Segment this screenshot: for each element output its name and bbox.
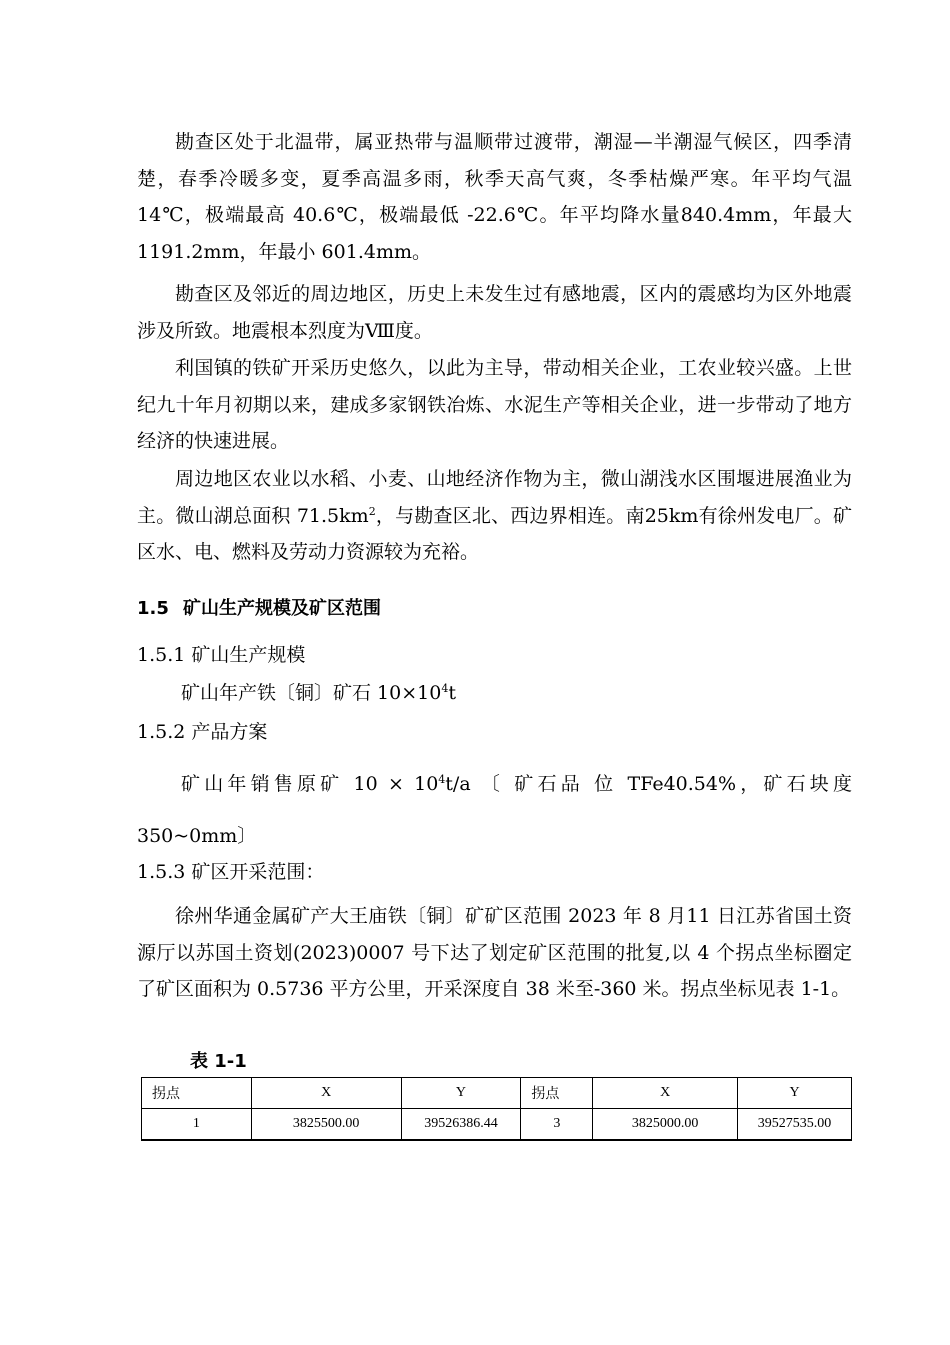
subsection-heading-1-5-2: 1.5.2 产品方案 [137, 721, 268, 743]
table-header-row [142, 1078, 852, 1109]
section-number: 1.5 [137, 598, 169, 619]
product-plan-paragraph [137, 758, 852, 862]
header-cell-point: 拐点 [142, 1078, 252, 1109]
production-scale-exponent: 4 [441, 682, 449, 695]
production-scale-line [181, 678, 456, 705]
product-plan-text-2: t/a 〔 矿石品 位 TFe40.54%，矿石块度350~0mm〕 [137, 773, 852, 847]
product-plan-text-1: 矿山年销售原矿 10 × 10 [181, 773, 439, 795]
table-cell: 3825500.00 [251, 1109, 401, 1141]
table-cell: 39527535.00 [738, 1109, 852, 1141]
surroundings-paragraph [137, 461, 852, 571]
town-economy-paragraph: 利国镇的铁矿开采历史悠久，以此为主导，带动相关企业，工农业较兴盛。上世纪九十年月初期以来，建成多家钢铁冶炼、水泥生产等相关企业，进一步带动了地方经济的快速进展。 [137, 357, 852, 452]
header-cell-point: 拐点 [521, 1078, 593, 1109]
subsection-heading-1-5-3: 1.5.3 矿区开采范围： [137, 861, 325, 883]
table-cell: 3 [521, 1109, 593, 1141]
subsection-heading-1-5-1: 1.5.1 矿山生产规模 [137, 644, 306, 666]
production-scale-unit: t [448, 682, 456, 704]
area-unit-superscript: 2 [368, 504, 376, 518]
surroundings-text-1: 周边地区农业以水稻、小麦、山地经济作物为主，微山湖浅水区围堰进展渔业为主。微山湖总面积 71.5km [137, 468, 852, 527]
table-cell: 1 [142, 1109, 252, 1141]
table-row [142, 1109, 852, 1141]
header-cell-y: Y [401, 1078, 521, 1109]
section-title: 矿山生产规模及矿区范围 [183, 598, 381, 619]
production-scale-text: 矿山年产铁〔铜〕矿石 10×10 [181, 682, 442, 704]
mining-range-paragraph: 徐州华通金属矿产大王庙铁〔铜〕矿矿区范围 2023 年 8 月11 日江苏省国土资源厅以苏国土资划(2023)0007 号下达了划定矿区范围的批复,以 4 个拐点坐标圈定了矿区面积为 0.5736 平方公里，开采深度自 38 米至-360 米。拐点坐标见表 1-1。 [137, 905, 852, 1000]
surroundings-text-2: ，与勘查区北、西边界相连。南25km有徐州发电厂。矿区水、电、燃料及劳动力资源较为充裕。 [137, 504, 852, 563]
table-cell: 3825000.00 [593, 1109, 738, 1141]
product-plan-exponent: 4 [438, 773, 446, 786]
header-cell-x: X [593, 1078, 738, 1109]
table-cell: 39526386.44 [401, 1109, 521, 1141]
earthquake-paragraph: 勘查区及邻近的周边地区，历史上未发生过有感地震，区内的震感均为区外地震涉及所致。地震根本烈度为Ⅷ度。 [137, 283, 852, 342]
table-caption: 表 1-1 [190, 1051, 247, 1072]
section-heading-1-5 [137, 594, 381, 620]
header-cell-y: Y [738, 1078, 852, 1109]
header-cell-x: X [251, 1078, 401, 1109]
climate-paragraph: 勘查区处于北温带，属亚热带与温顺带过渡带，潮湿—半潮湿气候区，四季清楚，春季冷暖多变，夏季高温多雨，秋季天高气爽，冬季枯燥严寒。年平均气温 14℃，极端最高 40.6℃，极端最低 -22.6℃。年平均降水量840.4mm，年最大 1191.2mm，年最小 601.4mm。 [137, 131, 852, 263]
coordinates-table [141, 1077, 852, 1141]
